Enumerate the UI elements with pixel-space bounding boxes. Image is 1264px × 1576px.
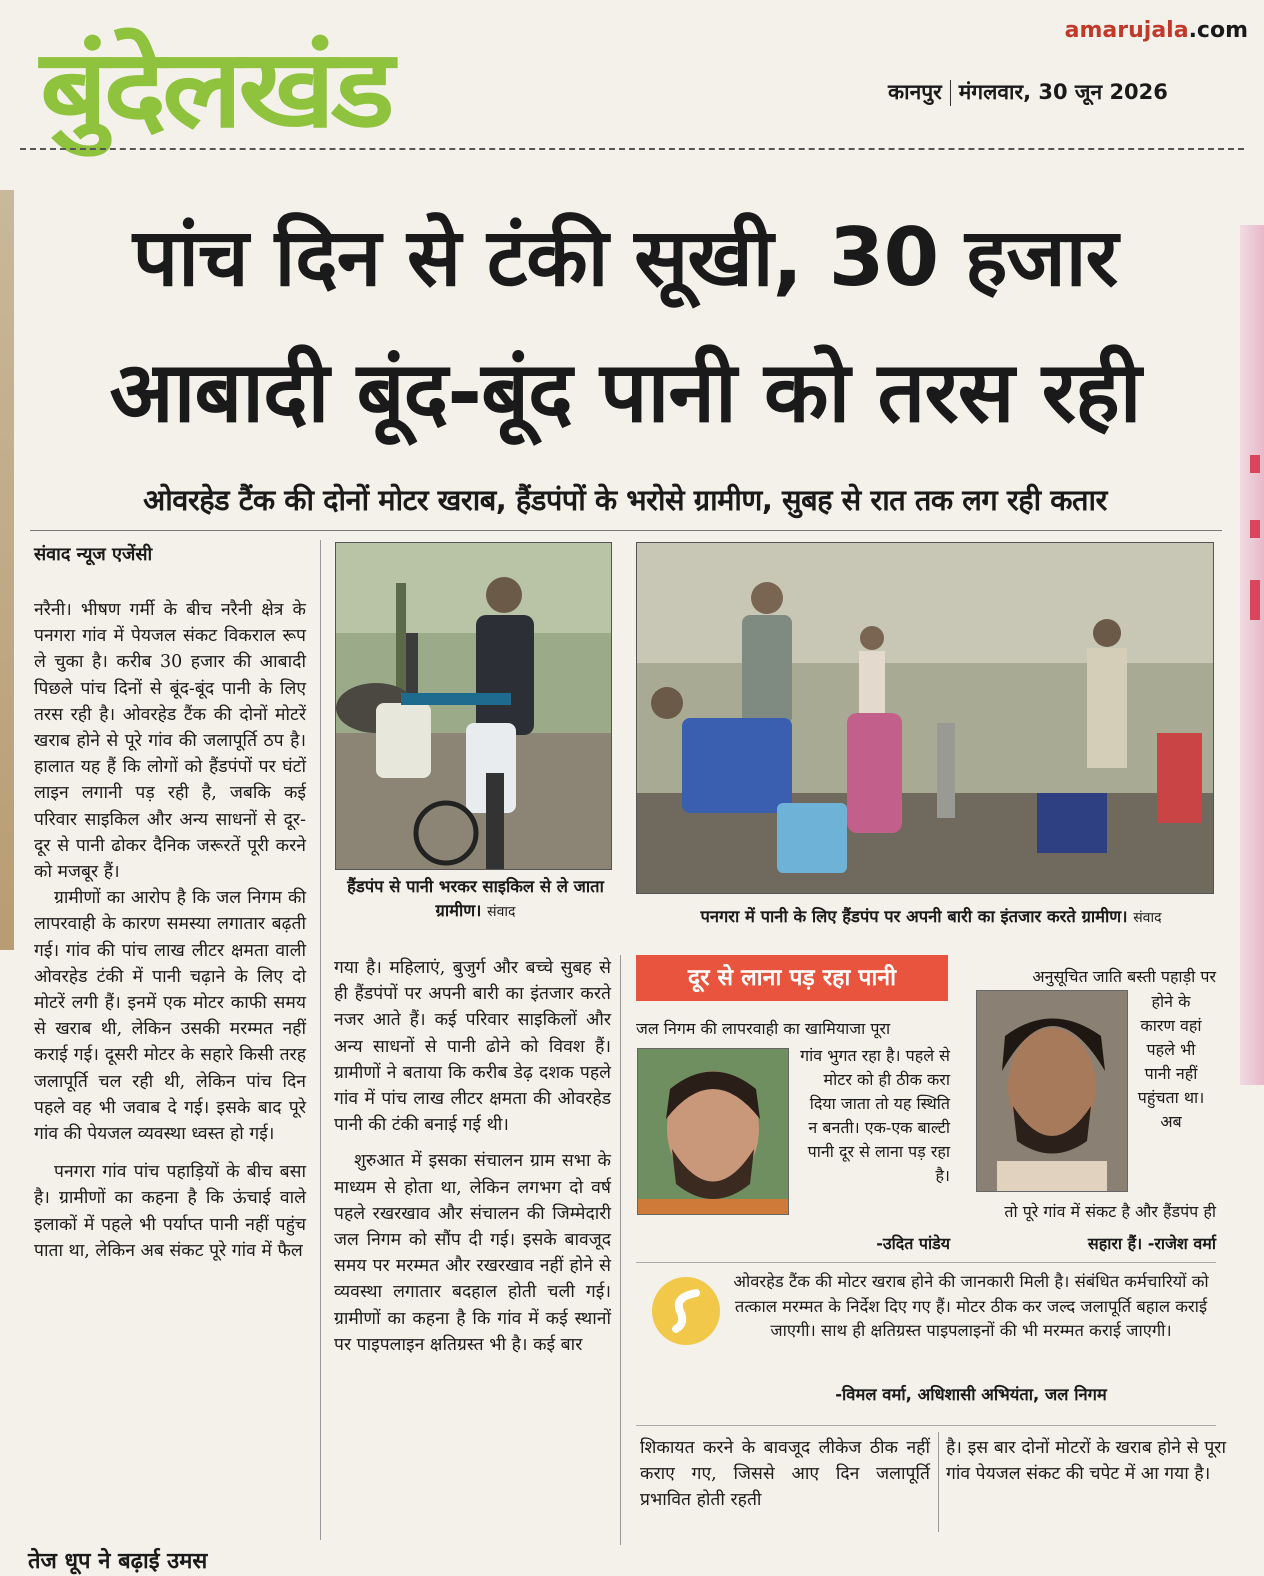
photo-caption-1 — [338, 875, 613, 924]
paragraph: ग्रामीणों का आरोप है कि जल निगम की लापरवाही के कारण समस्या लगातार बढ़ती गई। गांव की पांच लाख लीटर क्षमता वाली ओवरहेड टंकी में पानी चढ़ाने के लिए दो मोटरें लगी हैं। इनमें एक मोटर काफी समय से खराब थी, लेकिन उसकी मरम्मत नहीं कराई गई। दूसरी मोटर के सहारे किसी तरह जलापूर्ति चल रही थी, लेकिन पांच दिन पहले वह भी जवाब दे गई। इसके बाद पूरे गांव की पेयजल व्यवस्था ध्वस्त हो गई। — [34, 888, 306, 1145]
paragraph: शिकायत करने के बावजूद लीकेज ठीक नहीं कराए गए, जिससे आए दिन जलापूर्ति प्रभावित होती रहती — [640, 1438, 930, 1511]
quote-2-tail: तो पूरे गांव में संकट है और हैंडपंप ही — [1004, 1202, 1216, 1221]
subhead-rule — [30, 530, 1222, 531]
photo-handpump-illustration — [637, 543, 1213, 893]
avatar — [977, 991, 1127, 1191]
official-statement-icon — [650, 1275, 722, 1347]
column-divider — [620, 955, 621, 1545]
paragraph: है। इस बार दोनों मोटरों के खराब होने से पूरा गांव पेयजल संकट की चपेट में आ गया है। — [946, 1438, 1226, 1485]
quote-1-intro: जल निगम की लापरवाही का खामियाजा पूरा — [636, 1019, 891, 1038]
paragraph: शुरुआत में इसका संचालन ग्राम सभा के माध्यम से होता था, लेकिन लगभग दो वर्ष पहले रखरखाव और संचालन की जिम्मेदारी जल निगम को सौंप दी गई। इसके बावजूद समय पर मरम्मत और रखरखाव नहीं होने से व्यवस्था लगातार बदहाल होती चली गई। ग्रामीणों का कहना है कि गांव में कई स्थानों पर पाइपलाइन क्षतिग्रस्त भी है। कई बार — [334, 1151, 611, 1355]
quote-1-body: गांव भुगत रहा है। पहले से मोटर को ही ठीक करा दिया जाता तो यह स्थिति न बनती। एक-एक बाल्टी पानी दूर से लाना पड़ रहा है। — [800, 1046, 950, 1185]
photo-villager-cycle — [335, 542, 612, 870]
dateline-divider — [950, 80, 951, 106]
official-name: -विमल वर्मा, अधिशासी अभियंता, जल निगम — [835, 1385, 1107, 1404]
photo-caption-2 — [636, 905, 1226, 930]
photo-handpump-queue — [636, 542, 1214, 894]
adjacent-page-edge — [0, 190, 14, 950]
article-column-2 — [334, 955, 611, 1358]
dateline-date: मंगलवार, 30 जून 2026 — [958, 80, 1168, 104]
sidebar-title: दूर से लाना पड़ रहा पानी — [636, 955, 948, 1001]
quote-2-body: होने के कारण वहां पहले भी पानी नहीं पहुंचता था। अब — [1137, 992, 1205, 1131]
dateline — [888, 78, 1168, 106]
sidebar-rule — [636, 1425, 1216, 1426]
column-divider — [320, 540, 321, 1540]
paragraph: गया है। महिलाएं, बुजुर्ग और बच्चे सुबह से ही हैंडपंपों पर अपनी बारी का इंतजार करते नजर आते हैं। कई परिवार साइकिलों और अन्य साधनों से पानी ढोने को विवश हैं। ग्रामीणों ने बताया कि करीब डेढ़ दशक पहले गांव में पांच लाख लीटर क्षमता की ओवरहेड पानी की टंकी बनाई गई थी। — [334, 958, 611, 1136]
dateline-city: कानपुर — [888, 80, 942, 104]
caption-credit: संवाद — [487, 904, 516, 920]
caption-credit: संवाद — [1133, 910, 1162, 926]
column-divider — [938, 1432, 939, 1532]
sidebar-rule — [636, 1262, 1216, 1263]
quote-2-author: सहारा हैं। -राजेश वर्मा — [1087, 1234, 1216, 1253]
paragraph: नरैनी। भीषण गर्मी के बीच नरैनी क्षेत्र के पनगरा गांव में पेयजल संकट विकराल रूप ले चुका है। करीब 30 हजार की आबादी पिछले पांच दिनों से बूंद-बूंद पानी के लिए तरस रही है। ओवरहेड टैंक की दोनों मोटरें खराब होने से पूरे गांव की जलापूर्ति ठप है। हालात यह हैं कि लोगों को हैंडपंपों पर घंटों लाइन लगानी पड़ रही है, जबकि कई परिवार साइकिल और अन्य साधनों से दूर-दूर से पानी ढोकर दैनिक जरूरतें पूरी करने को मजबूर हैं। — [34, 600, 306, 883]
quote-2-intro: अनुसूचित जाति बस्ती पहाड़ी पर — [1032, 967, 1216, 986]
masthead-rule — [20, 148, 1244, 150]
brand-suffix: .com — [1188, 18, 1248, 43]
subheadline: ओवरहेड टैंक की दोनों मोटर खराब, हैंडपंपों के भरोसे ग्रामीण, सुबह से रात तक लग रही कतार — [143, 483, 1107, 517]
section-title: बुंदेलखंड — [40, 27, 391, 152]
avatar — [638, 1049, 788, 1214]
article-column-3 — [640, 1435, 930, 1514]
byline: संवाद न्यूज एजेंसी — [34, 544, 153, 565]
photo-cycle-illustration — [336, 543, 611, 869]
article-column-4 — [946, 1435, 1226, 1487]
brand-prefix: amarujala — [1064, 18, 1189, 43]
edge-mark — [1250, 580, 1260, 620]
portrait-rajesh-verma — [976, 990, 1128, 1192]
headline-line-2: आबादी बूंद-बूंद पानी को तरस रही — [109, 343, 1141, 441]
caption-text: पनगरा में पानी के लिए हैंडपंप पर अपनी बारी का इंतजार करते ग्रामीण। — [700, 907, 1128, 926]
headline-line-1: पांच दिन से टंकी सूखी, 30 हजार — [132, 211, 1118, 304]
adjacent-page-edge — [1240, 225, 1264, 1085]
edge-mark — [1250, 520, 1260, 538]
caption-text: हैंडपंप से पानी भरकर साइकिल से ले जाता ग्रामीण। — [347, 877, 604, 920]
edge-mark — [1250, 455, 1260, 473]
paragraph: पनगरा गांव पांच पहाड़ियों के बीच बसा है। ग्रामीणों का कहना है कि ऊंचाई वाले इलाकों में पहले भी पर्याप्त पानी नहीं पहुंच पाता था, लेकिन अब संकट पूरे गांव में फैल — [34, 1162, 306, 1261]
official-quote: ओवरहेड टैंक की मोटर खराब होने की जानकारी मिली है। संबंधित कर्मचारियों को तत्काल मरम्मत के निर्देश दिए गए हैं। मोटर ठीक कर जल्द जलापूर्ति बहाल कराई जाएगी। साथ ही क्षतिग्रस्त पाइपलाइनों की भी मरम्मत कराई जाएगी। — [733, 1272, 1209, 1340]
quote-1-author: -उदित पांडेय — [876, 1234, 950, 1253]
next-story-headline: तेज धूप ने बढ़ाई उमस — [28, 1549, 208, 1574]
article-column-1 — [34, 597, 306, 1264]
portrait-udit-pandey — [637, 1048, 789, 1215]
